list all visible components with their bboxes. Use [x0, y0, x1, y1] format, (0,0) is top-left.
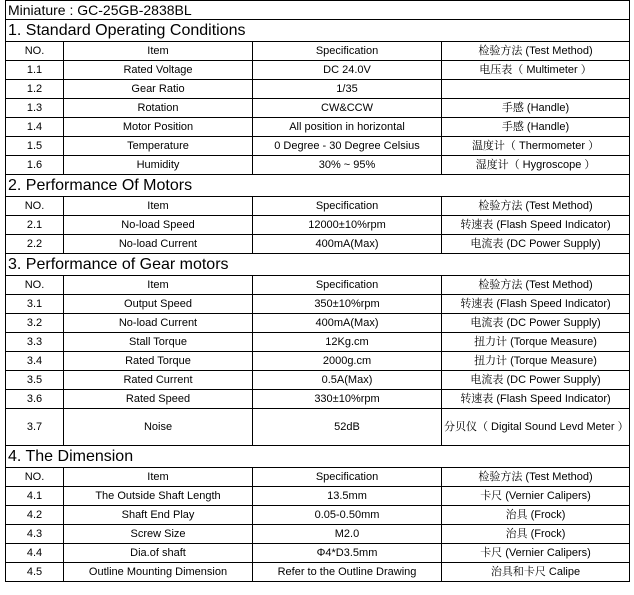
section-heading: 2. Performance Of Motors — [6, 175, 630, 197]
cell-item: Temperature — [64, 137, 253, 156]
section-heading-row — [6, 254, 630, 276]
cell-specification: 350±10%rpm — [253, 295, 442, 314]
cell-no: 2.2 — [6, 235, 64, 254]
cell-no: 4.3 — [6, 525, 64, 544]
cell-no: 4.1 — [6, 487, 64, 506]
table-header-row — [6, 197, 630, 216]
header-no: NO. — [6, 197, 64, 216]
cell-specification: 0.05-0.50mm — [253, 506, 442, 525]
table-row — [6, 216, 630, 235]
cell-test-method: 温度计（ Thermometer ） — [442, 137, 630, 156]
cell-test-method — [442, 80, 630, 99]
cell-item: Dia.of shaft — [64, 544, 253, 563]
cell-specification: 30% ~ 95% — [253, 156, 442, 175]
header-item: Item — [64, 42, 253, 61]
cell-item: Rated Current — [64, 371, 253, 390]
table-row — [6, 544, 630, 563]
cell-test-method: 电压表（ Multimeter ） — [442, 61, 630, 80]
cell-specification: 330±10%rpm — [253, 390, 442, 409]
spec-table — [5, 0, 630, 582]
header-test-method: 检验方法 (Test Method) — [442, 42, 630, 61]
cell-test-method: 湿度计（ Hygroscope ） — [442, 156, 630, 175]
cell-item: Stall Torque — [64, 333, 253, 352]
cell-specification: 2000g.cm — [253, 352, 442, 371]
table-header-row — [6, 276, 630, 295]
cell-item: Humidity — [64, 156, 253, 175]
header-specification: Specification — [253, 197, 442, 216]
table-row — [6, 137, 630, 156]
section-heading-row — [6, 175, 630, 197]
cell-specification: CW&CCW — [253, 99, 442, 118]
header-item: Item — [64, 197, 253, 216]
header-item: Item — [64, 276, 253, 295]
header-specification: Specification — [253, 42, 442, 61]
spec-sheet — [5, 0, 629, 582]
table-row — [6, 525, 630, 544]
cell-specification: 1/35 — [253, 80, 442, 99]
cell-test-method: 分贝仪（ Digital Sound Levd Meter ） — [442, 409, 630, 446]
cell-item: Shaft End Play — [64, 506, 253, 525]
cell-specification: 0.5A(Max) — [253, 371, 442, 390]
cell-no: 1.6 — [6, 156, 64, 175]
table-row — [6, 156, 630, 175]
cell-test-method: 治具和卡尺 Calipe — [442, 563, 630, 582]
cell-no: 3.3 — [6, 333, 64, 352]
cell-item: Noise — [64, 409, 253, 446]
table-row — [6, 487, 630, 506]
cell-test-method: 卡尺 (Vernier Calipers) — [442, 487, 630, 506]
section-heading-row — [6, 20, 630, 42]
cell-no: 4.5 — [6, 563, 64, 582]
table-row — [6, 61, 630, 80]
cell-test-method: 电流表 (DC Power Supply) — [442, 235, 630, 254]
header-no: NO. — [6, 42, 64, 61]
table-row — [6, 99, 630, 118]
cell-specification: All position in horizontal — [253, 118, 442, 137]
cell-no: 3.4 — [6, 352, 64, 371]
cell-item: No-load Speed — [64, 216, 253, 235]
cell-no: 3.2 — [6, 314, 64, 333]
cell-no: 4.4 — [6, 544, 64, 563]
cell-test-method: 转速表 (Flash Speed Indicator) — [442, 390, 630, 409]
cell-test-method: 治具 (Frock) — [442, 525, 630, 544]
document-title: Miniature : GC-25GB-2838BL — [6, 1, 630, 20]
cell-no: 3.1 — [6, 295, 64, 314]
cell-test-method: 扭力计 (Torque Measure) — [442, 333, 630, 352]
table-row — [6, 333, 630, 352]
cell-test-method: 电流表 (DC Power Supply) — [442, 314, 630, 333]
cell-item: Rated Torque — [64, 352, 253, 371]
cell-item: No-load Current — [64, 235, 253, 254]
cell-test-method: 手感 (Handle) — [442, 99, 630, 118]
cell-specification: 12Kg.cm — [253, 333, 442, 352]
table-row — [6, 371, 630, 390]
table-row — [6, 235, 630, 254]
cell-test-method: 扭力计 (Torque Measure) — [442, 352, 630, 371]
cell-no: 3.7 — [6, 409, 64, 446]
cell-no: 1.3 — [6, 99, 64, 118]
section-heading-row — [6, 446, 630, 468]
header-specification: Specification — [253, 276, 442, 295]
header-item: Item — [64, 468, 253, 487]
cell-no: 3.6 — [6, 390, 64, 409]
cell-item: Rated Voltage — [64, 61, 253, 80]
cell-test-method: 转速表 (Flash Speed Indicator) — [442, 216, 630, 235]
table-row — [6, 409, 630, 446]
table-row — [6, 352, 630, 371]
section-heading: 1. Standard Operating Conditions — [6, 20, 630, 42]
cell-item: The Outside Shaft Length — [64, 487, 253, 506]
table-row — [6, 80, 630, 99]
table-row — [6, 506, 630, 525]
cell-specification: 13.5mm — [253, 487, 442, 506]
title-row — [6, 1, 630, 20]
header-no: NO. — [6, 468, 64, 487]
header-no: NO. — [6, 276, 64, 295]
table-row — [6, 314, 630, 333]
header-test-method: 检验方法 (Test Method) — [442, 276, 630, 295]
cell-specification: Refer to the Outline Drawing — [253, 563, 442, 582]
header-test-method: 检验方法 (Test Method) — [442, 197, 630, 216]
cell-item: Motor Position — [64, 118, 253, 137]
cell-no: 4.2 — [6, 506, 64, 525]
cell-test-method: 手感 (Handle) — [442, 118, 630, 137]
header-specification: Specification — [253, 468, 442, 487]
cell-specification: M2.0 — [253, 525, 442, 544]
cell-no: 1.1 — [6, 61, 64, 80]
cell-no: 1.5 — [6, 137, 64, 156]
cell-item: Rated Speed — [64, 390, 253, 409]
cell-specification: Φ4*D3.5mm — [253, 544, 442, 563]
cell-no: 1.4 — [6, 118, 64, 137]
cell-specification: 400mA(Max) — [253, 235, 442, 254]
cell-specification: DC 24.0V — [253, 61, 442, 80]
table-row — [6, 563, 630, 582]
cell-item: No-load Current — [64, 314, 253, 333]
cell-item: Output Speed — [64, 295, 253, 314]
cell-no: 2.1 — [6, 216, 64, 235]
cell-test-method: 治具 (Frock) — [442, 506, 630, 525]
cell-item: Gear Ratio — [64, 80, 253, 99]
header-test-method: 检验方法 (Test Method) — [442, 468, 630, 487]
cell-specification: 12000±10%rpm — [253, 216, 442, 235]
cell-item: Screw Size — [64, 525, 253, 544]
table-row — [6, 295, 630, 314]
cell-item: Outline Mounting Dimension — [64, 563, 253, 582]
cell-no: 1.2 — [6, 80, 64, 99]
table-row — [6, 118, 630, 137]
cell-test-method: 卡尺 (Vernier Calipers) — [442, 544, 630, 563]
table-row — [6, 390, 630, 409]
table-header-row — [6, 468, 630, 487]
cell-specification: 0 Degree - 30 Degree Celsius — [253, 137, 442, 156]
cell-test-method: 转速表 (Flash Speed Indicator) — [442, 295, 630, 314]
cell-test-method: 电流表 (DC Power Supply) — [442, 371, 630, 390]
cell-specification: 52dB — [253, 409, 442, 446]
section-heading: 4. The Dimension — [6, 446, 630, 468]
cell-no: 3.5 — [6, 371, 64, 390]
cell-specification: 400mA(Max) — [253, 314, 442, 333]
section-heading: 3. Performance of Gear motors — [6, 254, 630, 276]
table-header-row — [6, 42, 630, 61]
cell-item: Rotation — [64, 99, 253, 118]
